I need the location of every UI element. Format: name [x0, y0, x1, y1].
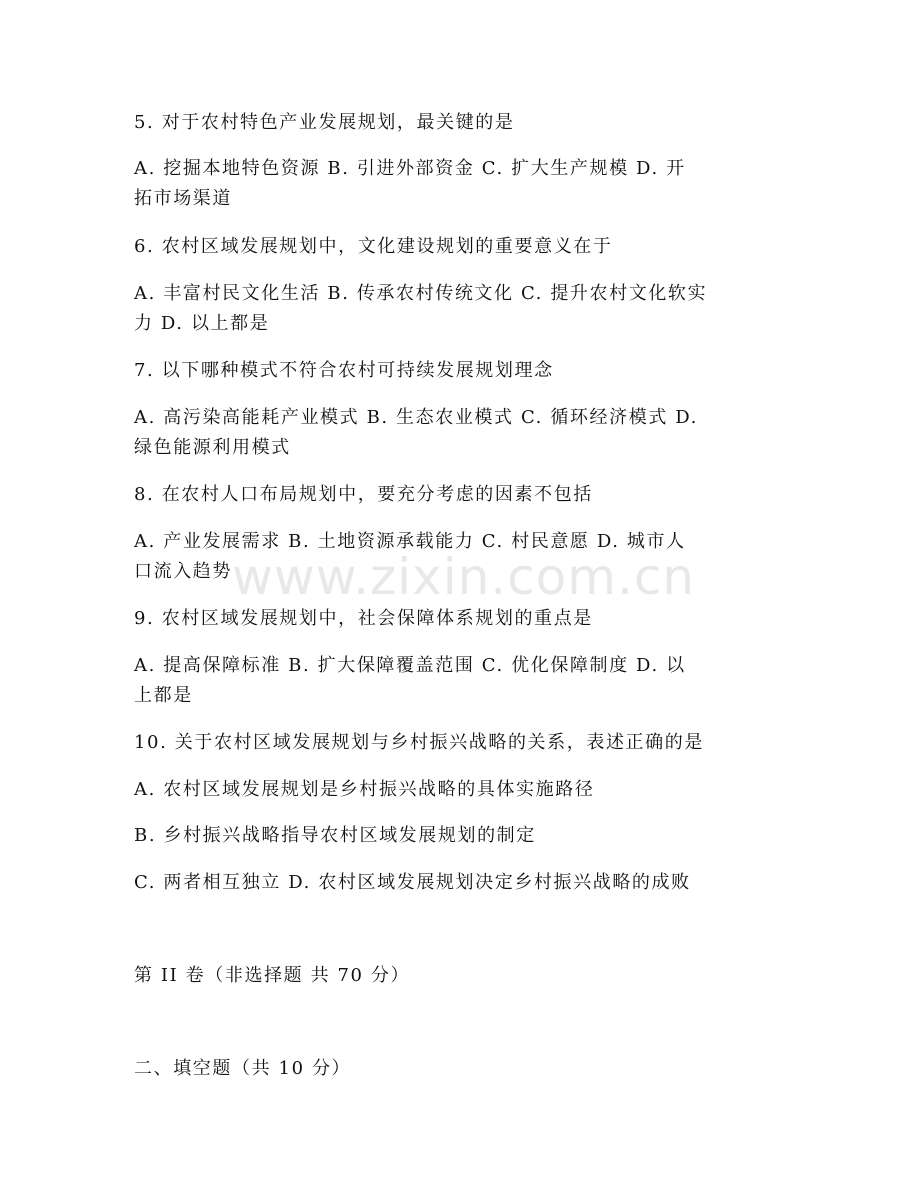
watermark-text: www.zixin.com.cn: [232, 548, 696, 606]
question-5-options-line-2: 拓市场渠道: [134, 188, 232, 209]
section-fill-in-heading: 二、填空题（共 10 分）: [134, 1058, 352, 1079]
question-8-options-line-2: 口流入趋势: [134, 561, 232, 582]
section-part-2-heading: 第 II 卷（非选择题 共 70 分）: [134, 965, 411, 986]
question-9-options-line-1: A. 提高保障标准 B. 扩大保障覆盖范围 C. 优化保障制度 D. 以: [134, 655, 686, 676]
question-9-options-line-2: 上都是: [134, 685, 193, 706]
question-5-stem: 5. 对于农村特色产业发展规划，最关键的是: [134, 112, 515, 133]
question-10-option-a: A. 农村区域发展规划是乡村振兴战略的具体实施路径: [134, 779, 595, 800]
question-8-stem: 8. 在农村人口布局规划中，要充分考虑的因素不包括: [134, 484, 593, 505]
question-7-options-line-2: 绿色能源利用模式: [134, 437, 291, 458]
question-10-option-b: B. 乡村振兴战略指导农村区域发展规划的制定: [134, 825, 536, 846]
question-7-options-line-1: A. 高污染高能耗产业模式 B. 生态农业模式 C. 循环经济模式 D.: [134, 407, 698, 428]
question-6-options-line-1: A. 丰富村民文化生活 B. 传承农村传统文化 C. 提升农村文化软实: [134, 283, 708, 304]
question-6-stem: 6. 农村区域发展规划中，文化建设规划的重要意义在于: [134, 236, 613, 257]
question-8-options-line-1: A. 产业发展需求 B. 土地资源承载能力 C. 村民意愿 D. 城市人: [134, 531, 686, 552]
question-10-stem: 10. 关于农村区域发展规划与乡村振兴战略的关系，表述正确的是: [134, 732, 704, 753]
question-5-options-line-1: A. 挖掘本地特色资源 B. 引进外部资金 C. 扩大生产规模 D. 开: [134, 158, 686, 179]
question-6-options-line-2: 力 D. 以上都是: [134, 313, 270, 334]
question-9-stem: 9. 农村区域发展规划中，社会保障体系规划的重点是: [134, 608, 593, 629]
question-7-stem: 7. 以下哪种模式不符合农村可持续发展规划理念: [134, 360, 554, 381]
question-10-options-c-d: C. 两者相互独立 D. 农村区域发展规划决定乡村振兴战略的成败: [134, 872, 691, 893]
